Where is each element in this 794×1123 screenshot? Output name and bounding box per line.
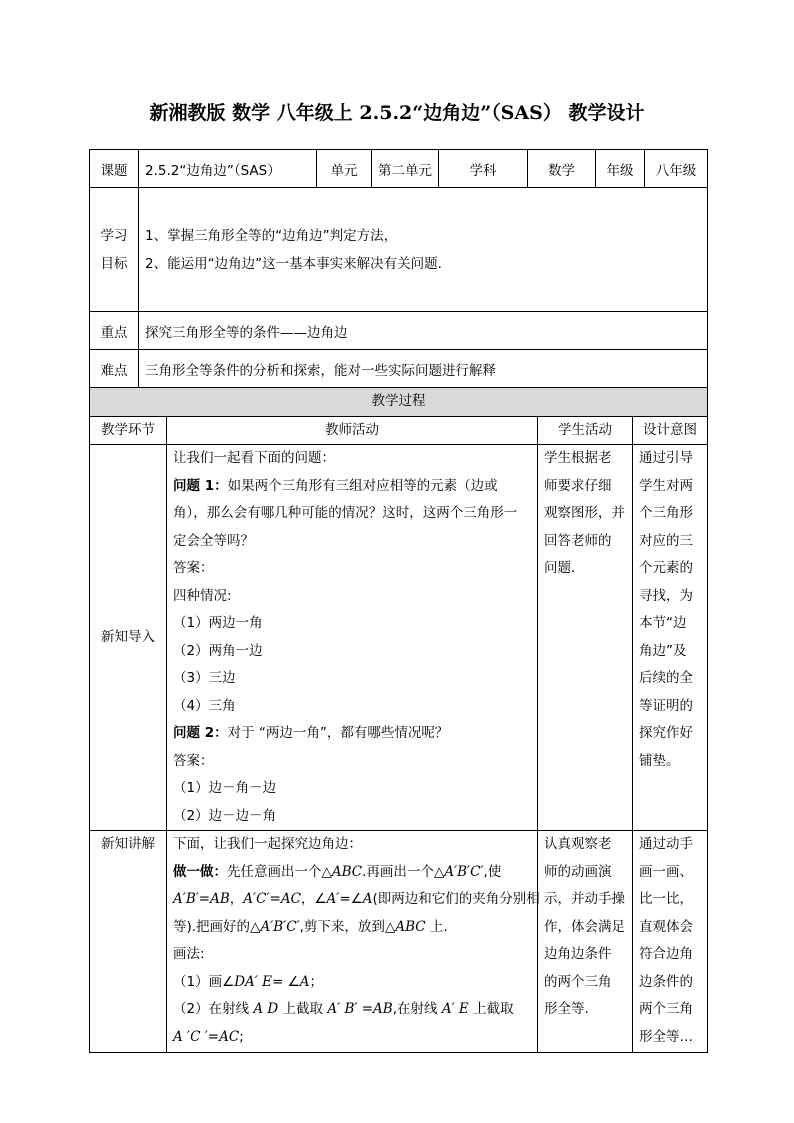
goals-value bbox=[139, 188, 708, 312]
text-line: 探究作好 bbox=[639, 725, 693, 741]
text-line: 后续的全 bbox=[639, 670, 693, 686]
text-line: 学生根据老 bbox=[544, 450, 612, 466]
text-line: 符合边角 bbox=[639, 946, 693, 962]
question-1-line-3: 定会全等吗？ bbox=[173, 532, 254, 549]
text-span: ; bbox=[239, 1028, 244, 1045]
text-span: 上. bbox=[425, 918, 448, 935]
design-intent-explain bbox=[633, 831, 708, 1053]
goals-label bbox=[90, 188, 139, 312]
case-item: （2）边－边－角 bbox=[173, 807, 277, 824]
info-row-topic bbox=[90, 150, 708, 188]
text-span: （1）画∠ bbox=[173, 973, 235, 990]
math-span: A′ bbox=[326, 891, 340, 907]
text-span: 先任意画出一个 bbox=[227, 863, 322, 880]
question-2-line bbox=[173, 720, 531, 748]
text-span: ,在射线 bbox=[392, 1001, 442, 1017]
math-span: A bbox=[362, 891, 373, 907]
process-row-explain bbox=[90, 831, 708, 1053]
info-row-difficulty bbox=[90, 350, 708, 388]
text-line: 对应的三 bbox=[639, 532, 693, 549]
text-line: 画一画、 bbox=[639, 863, 693, 880]
question-2-label: 问题 2： bbox=[173, 725, 228, 741]
math-span: A′C′=AC bbox=[243, 891, 301, 907]
math-span: A′ B′ =AB bbox=[327, 1001, 393, 1017]
text-span: 上截取 bbox=[468, 1001, 514, 1017]
answer-label: 答案： bbox=[173, 752, 214, 769]
text-span: （2）在射线 bbox=[173, 1001, 254, 1017]
text-line: 作，体会满足 bbox=[544, 918, 625, 935]
goal-2: 2、能运用“边角边”这一基本事实来解决有关问题. bbox=[145, 255, 442, 272]
math-span: △A′B′C′ bbox=[433, 863, 484, 880]
text-line: 形全等… bbox=[639, 1028, 693, 1045]
question-2-text: 对于 “两边一角”，都有哪些情况呢？ bbox=[227, 725, 449, 741]
text-line: 通过动手 bbox=[639, 836, 693, 852]
text-line: 观察图形，并 bbox=[544, 505, 625, 521]
key-value: 探究三角形全等的条件——边角边 bbox=[139, 312, 708, 350]
math-span: A bbox=[299, 973, 310, 990]
text-line: 问题. bbox=[544, 560, 576, 576]
text-line: 边条件的 bbox=[639, 973, 693, 990]
goal-1: 1、掌握三角形全等的“边角边”判定方法， bbox=[145, 227, 398, 244]
question-1-line-2: 角），那么会有哪几种可能的情况？这时，这两个三角形一 bbox=[173, 505, 518, 521]
header-intent: 设计意图 bbox=[633, 416, 708, 445]
do-it-line bbox=[173, 859, 531, 887]
text-span: ,使 bbox=[483, 863, 502, 880]
text-line: 寻找，为 bbox=[639, 587, 693, 604]
teacher-activity-intro bbox=[167, 445, 538, 831]
text-line: 师的动画演 bbox=[544, 863, 612, 880]
subject-value: 数学 bbox=[528, 150, 596, 188]
math-span: A D bbox=[253, 1001, 279, 1017]
text-line: 角边”及 bbox=[639, 642, 687, 659]
process-row-intro bbox=[90, 445, 708, 831]
text-line: 本节“边 bbox=[639, 615, 687, 631]
info-row-goals bbox=[90, 188, 708, 312]
text-span: ， bbox=[229, 891, 244, 907]
process-band: 教学过程 bbox=[90, 388, 708, 417]
stage-explain: 新知讲解 bbox=[90, 831, 167, 1053]
topic-value: 2.5.2“边角边”（SAS） bbox=[139, 150, 317, 188]
text-line: 形全等. bbox=[544, 1001, 589, 1017]
case-item: （1）两边一角 bbox=[173, 615, 263, 631]
difficulty-label: 难点 bbox=[90, 350, 139, 388]
case-item: （2）两角一边 bbox=[173, 642, 263, 659]
goals-label-line-2: 目标 bbox=[100, 255, 128, 272]
text-span: = ∠ bbox=[272, 973, 300, 990]
lesson-info-table bbox=[89, 149, 708, 388]
teaching-process-table bbox=[89, 387, 708, 1053]
unit-label: 单元 bbox=[317, 150, 372, 188]
text-span: =∠ bbox=[339, 891, 363, 907]
stage-intro: 新知导入 bbox=[90, 445, 167, 831]
text-line: 认真观察老 bbox=[544, 836, 612, 852]
text-span: .再画出一个 bbox=[362, 863, 434, 880]
case-item: （3）三边 bbox=[173, 670, 236, 686]
case-item: （4）三角 bbox=[173, 697, 236, 714]
info-row-key bbox=[90, 312, 708, 350]
math-span: DA′ E bbox=[234, 973, 272, 990]
topic-label: 课题 bbox=[90, 150, 139, 188]
question-1-label: 问题 1： bbox=[173, 477, 228, 494]
text-line: 个元素的 bbox=[639, 560, 693, 576]
text-span: ； bbox=[309, 973, 323, 990]
math-span: A′B′=AB bbox=[173, 891, 230, 907]
grade-value: 八年级 bbox=[645, 150, 708, 188]
text-line: 直观体会 bbox=[639, 918, 693, 935]
math-span: A ′C ′=AC bbox=[173, 1028, 240, 1045]
case-item: （1）边－角－边 bbox=[173, 780, 277, 796]
header-teacher: 教师活动 bbox=[167, 416, 538, 445]
text-span: (即两边和它们的夹角分别相 bbox=[372, 891, 540, 907]
text-line: 两个三角 bbox=[639, 1001, 693, 1017]
text-line: 让我们一起看下面的问题： bbox=[173, 450, 335, 466]
design-intent-intro bbox=[633, 445, 708, 831]
header-stage: 教学环节 bbox=[90, 416, 167, 445]
subject-label: 学科 bbox=[439, 150, 528, 188]
text-span: ，∠ bbox=[300, 891, 327, 907]
draw-method-label: 画法: bbox=[173, 946, 205, 962]
student-activity-explain bbox=[538, 831, 633, 1053]
text-span: ,剪下来，放到 bbox=[299, 918, 385, 935]
math-span: A′ E bbox=[441, 1001, 469, 1017]
text-line: 下面，让我们一起探究边角边： bbox=[173, 836, 362, 852]
math-span: △A′B′C′ bbox=[250, 918, 300, 935]
goals-label-line-1: 学习 bbox=[100, 227, 128, 244]
text-line: 学生对两 bbox=[639, 477, 693, 494]
instruction-line bbox=[173, 914, 531, 942]
text-line: 的两个三角 bbox=[544, 973, 612, 990]
text-line: 等证明的 bbox=[639, 697, 693, 714]
do-it-label: 做一做： bbox=[173, 863, 227, 880]
step-2 bbox=[173, 996, 531, 1024]
teacher-activity-explain bbox=[167, 831, 538, 1053]
unit-value: 第二单元 bbox=[372, 150, 439, 188]
text-line: 铺垫。 bbox=[639, 752, 680, 769]
question-1-line-1 bbox=[173, 473, 531, 501]
key-label: 重点 bbox=[90, 312, 139, 350]
process-header-row bbox=[90, 416, 708, 445]
text-span: 等).把画好的 bbox=[173, 918, 251, 935]
text-line: 四种情况: bbox=[173, 587, 232, 604]
answer-label: 答案： bbox=[173, 560, 214, 576]
math-span: △ABC bbox=[321, 863, 363, 880]
text-line: 通过引导 bbox=[639, 450, 693, 466]
text-span: 上截取 bbox=[278, 1001, 328, 1017]
grade-label: 年级 bbox=[596, 150, 645, 188]
text-line: 比一比， bbox=[639, 891, 693, 907]
process-band-row bbox=[90, 388, 708, 417]
student-activity-intro bbox=[538, 445, 633, 831]
document-title: 新湘教版 数学 八年级上 2.5.2“边角边”（SAS） 教学设计 bbox=[149, 102, 645, 124]
math-span: △ABC bbox=[384, 918, 426, 935]
question-1-text: 如果两个三角形有三组对应相等的元素（边或 bbox=[227, 477, 498, 494]
text-line: 个三角形 bbox=[639, 505, 693, 521]
header-student: 学生活动 bbox=[538, 416, 633, 445]
text-line: 回答老师的 bbox=[544, 532, 612, 549]
step-2-continued bbox=[173, 1024, 531, 1052]
step-1 bbox=[173, 969, 531, 997]
difficulty-value: 三角形全等条件的分析和探索，能对一些实际问题进行解释 bbox=[139, 350, 708, 388]
condition-line bbox=[173, 886, 540, 914]
text-line: 边角边条件 bbox=[544, 946, 612, 962]
text-line: 示，并动手操 bbox=[544, 891, 625, 907]
text-line: 师要求仔细 bbox=[544, 477, 612, 494]
